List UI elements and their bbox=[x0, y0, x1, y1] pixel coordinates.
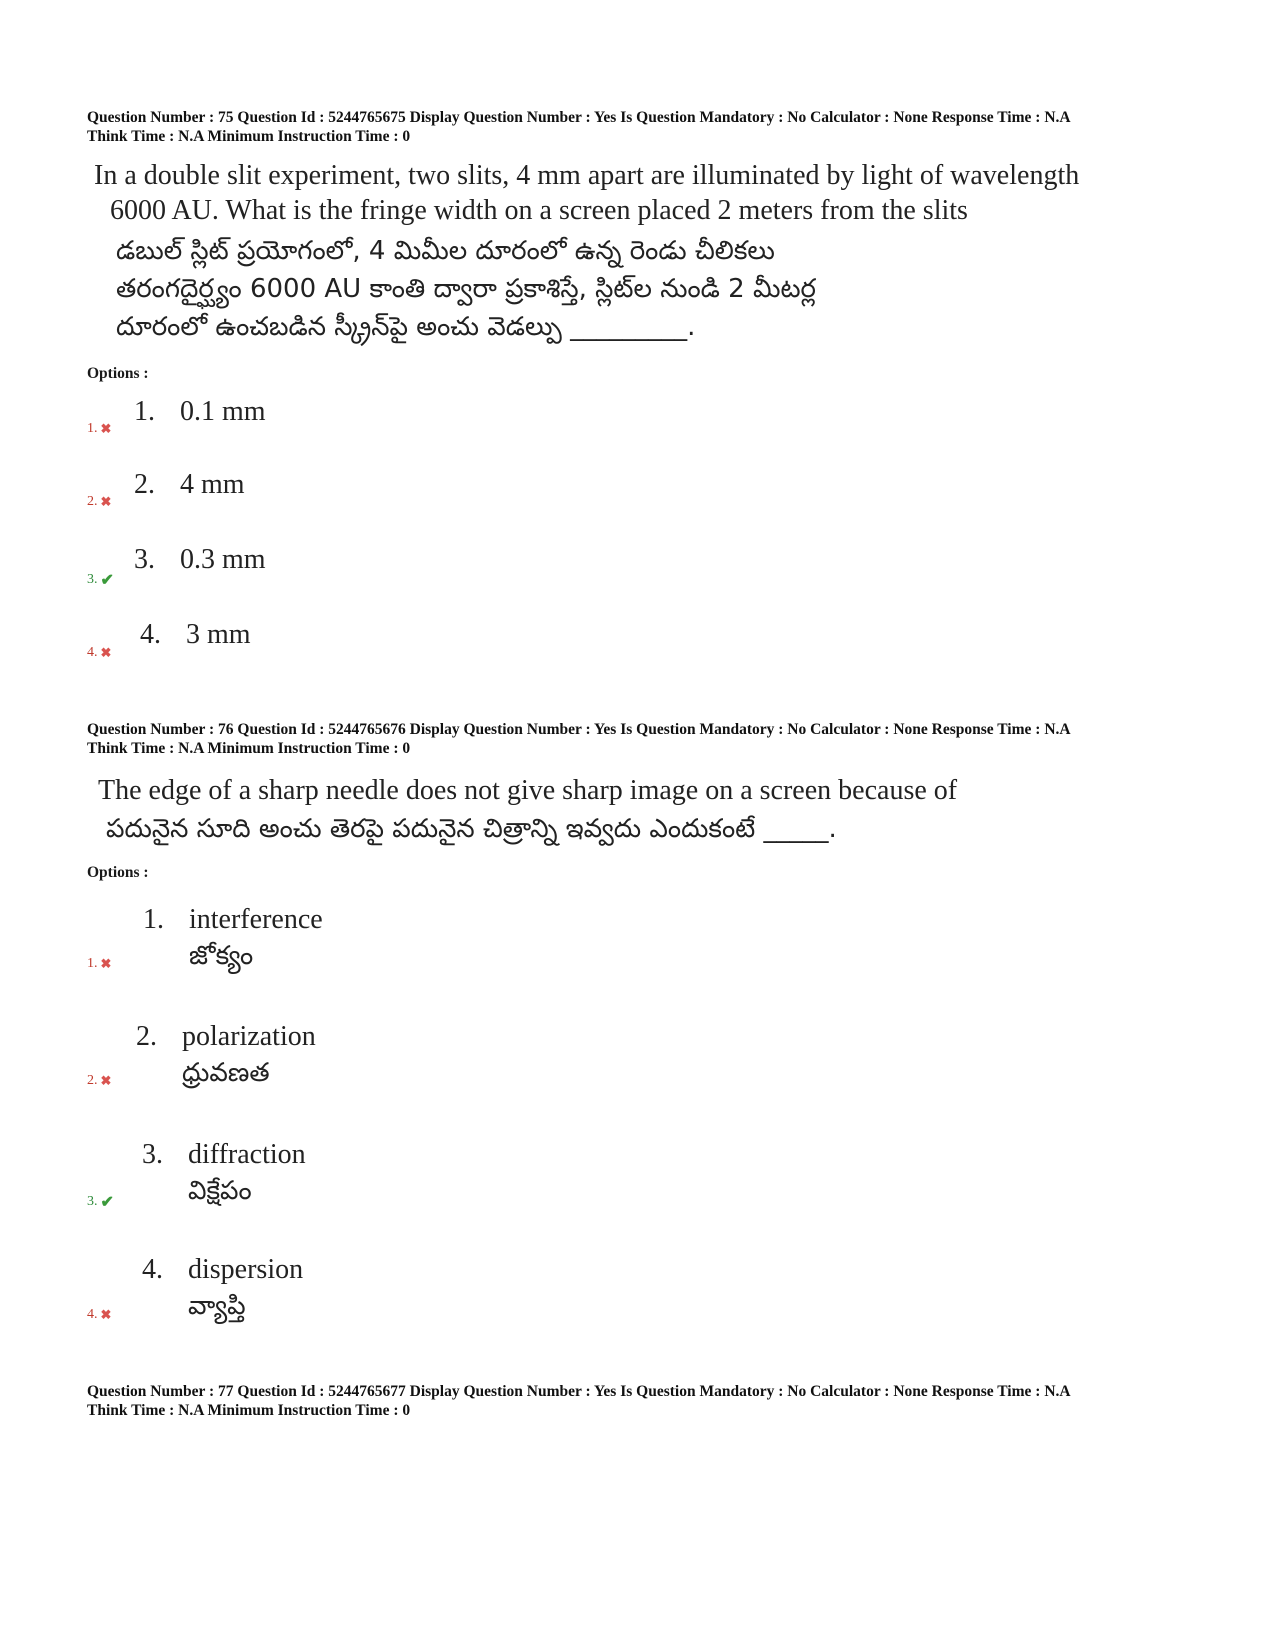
option-text: 4 mm bbox=[180, 469, 245, 500]
question-text-te-line2: తరంగదైర్ఘ్యం 6000 AU కాంతి ద్వారా ప్రకాశిస్తే, స్లిట్‌ల నుండి 2 మీటర్ల bbox=[116, 274, 816, 304]
option-marker: 4. ✖ bbox=[87, 1307, 112, 1322]
question-header-line2: Think Time : N.A Minimum Instruction Time : 0 bbox=[87, 128, 411, 145]
question-77-header bbox=[87, 1382, 1207, 1420]
option-marker: 4. ✖ bbox=[87, 645, 112, 660]
question-75-header bbox=[87, 108, 1207, 146]
options-label: Options : bbox=[87, 365, 149, 382]
option-label: 1. bbox=[143, 904, 164, 935]
check-icon: ✔ bbox=[100, 1194, 114, 1211]
option-body bbox=[142, 1252, 303, 1324]
question-header-line2: Think Time : N.A Minimum Instruction Time : 0 bbox=[87, 1402, 411, 1419]
question-text-te-line1: డబుల్ స్లిట్ ప్రయోగంలో, 4 మిమీల దూరంలో ఉన్న రెండు చీలికలు bbox=[116, 236, 775, 266]
option-body bbox=[134, 542, 266, 578]
option-marker: 3. ✔ bbox=[87, 1194, 114, 1211]
cross-icon: ✖ bbox=[100, 1073, 112, 1088]
option-marker: 2. ✖ bbox=[87, 1073, 112, 1088]
question-76-header bbox=[87, 720, 1207, 758]
option-text-telugu: జోక్యం bbox=[189, 941, 254, 971]
option-body bbox=[134, 394, 266, 430]
option-text-telugu: విక్షేపం bbox=[188, 1176, 252, 1206]
question-75-text bbox=[94, 158, 1079, 228]
option-marker: 1. ✖ bbox=[87, 421, 112, 436]
option-text: interference bbox=[189, 904, 323, 935]
question-text-en-line1: The edge of a sharp needle does not give sharp image on a screen because of bbox=[98, 775, 958, 806]
option-marker: 1. ✖ bbox=[87, 956, 112, 971]
cross-icon: ✖ bbox=[100, 645, 112, 660]
option-body bbox=[142, 1137, 306, 1209]
option-body bbox=[134, 467, 245, 503]
question-header-line2: Think Time : N.A Minimum Instruction Time : 0 bbox=[87, 740, 411, 757]
option-marker: 2. ✖ bbox=[87, 494, 112, 509]
option-label: 2. bbox=[134, 469, 155, 500]
option-label: 4. bbox=[140, 619, 161, 650]
question-text-te-line3: దూరంలో ఉంచబడిన స్క్రీన్‌పై అంచు వెడల్పు _________. bbox=[116, 312, 696, 342]
option-text-telugu: ధ్రువణత bbox=[182, 1058, 270, 1088]
cross-icon: ✖ bbox=[100, 421, 112, 436]
option-body bbox=[140, 617, 251, 653]
option-marker: 3. ✔ bbox=[87, 572, 114, 589]
question-text-en-line1: In a double slit experiment, two slits, 4 mm apart are illuminated by light of wavelength bbox=[94, 160, 1080, 191]
options-label: Options : bbox=[87, 864, 149, 881]
question-text-en-line2: 6000 AU. What is the fringe width on a screen placed 2 meters from the slits bbox=[110, 195, 968, 226]
option-label: 4. bbox=[142, 1254, 163, 1285]
question-text-te-line1: పదునైన సూది అంచు తెరపై పదునైన చిత్రాన్ని ఇవ్వదు ఎందుకంటే _____. bbox=[106, 814, 837, 844]
option-text: 0.1 mm bbox=[180, 396, 266, 427]
question-75-text-telugu bbox=[116, 232, 816, 346]
cross-icon: ✖ bbox=[100, 956, 112, 971]
option-text: 0.3 mm bbox=[180, 544, 266, 575]
question-76-text-telugu bbox=[106, 810, 837, 848]
option-label: 3. bbox=[142, 1139, 163, 1170]
option-text-telugu: వ్యాప్తి bbox=[188, 1291, 246, 1321]
option-body bbox=[143, 902, 323, 974]
option-text: dispersion bbox=[188, 1254, 304, 1285]
question-76-text bbox=[98, 773, 957, 808]
option-label: 2. bbox=[136, 1021, 157, 1052]
option-label: 1. bbox=[134, 396, 155, 427]
check-icon: ✔ bbox=[100, 572, 114, 589]
option-label: 3. bbox=[134, 544, 155, 575]
question-header-line1: Question Number : 75 Question Id : 5244765675 Display Question Number : Yes Is Question Mandatory : No Calculator : None Response Time : N.A bbox=[87, 109, 1071, 126]
option-text: polarization bbox=[182, 1021, 316, 1052]
question-header-line1: Question Number : 76 Question Id : 5244765676 Display Question Number : Yes Is Question Mandatory : No Calculator : None Response Time : N.A bbox=[87, 721, 1071, 738]
option-text: 3 mm bbox=[186, 619, 251, 650]
option-text: diffraction bbox=[188, 1139, 306, 1170]
option-body bbox=[136, 1019, 316, 1091]
cross-icon: ✖ bbox=[100, 1307, 112, 1322]
question-header-line1: Question Number : 77 Question Id : 5244765677 Display Question Number : Yes Is Question Mandatory : No Calculator : None Response Time : N.A bbox=[87, 1383, 1071, 1400]
cross-icon: ✖ bbox=[100, 494, 112, 509]
